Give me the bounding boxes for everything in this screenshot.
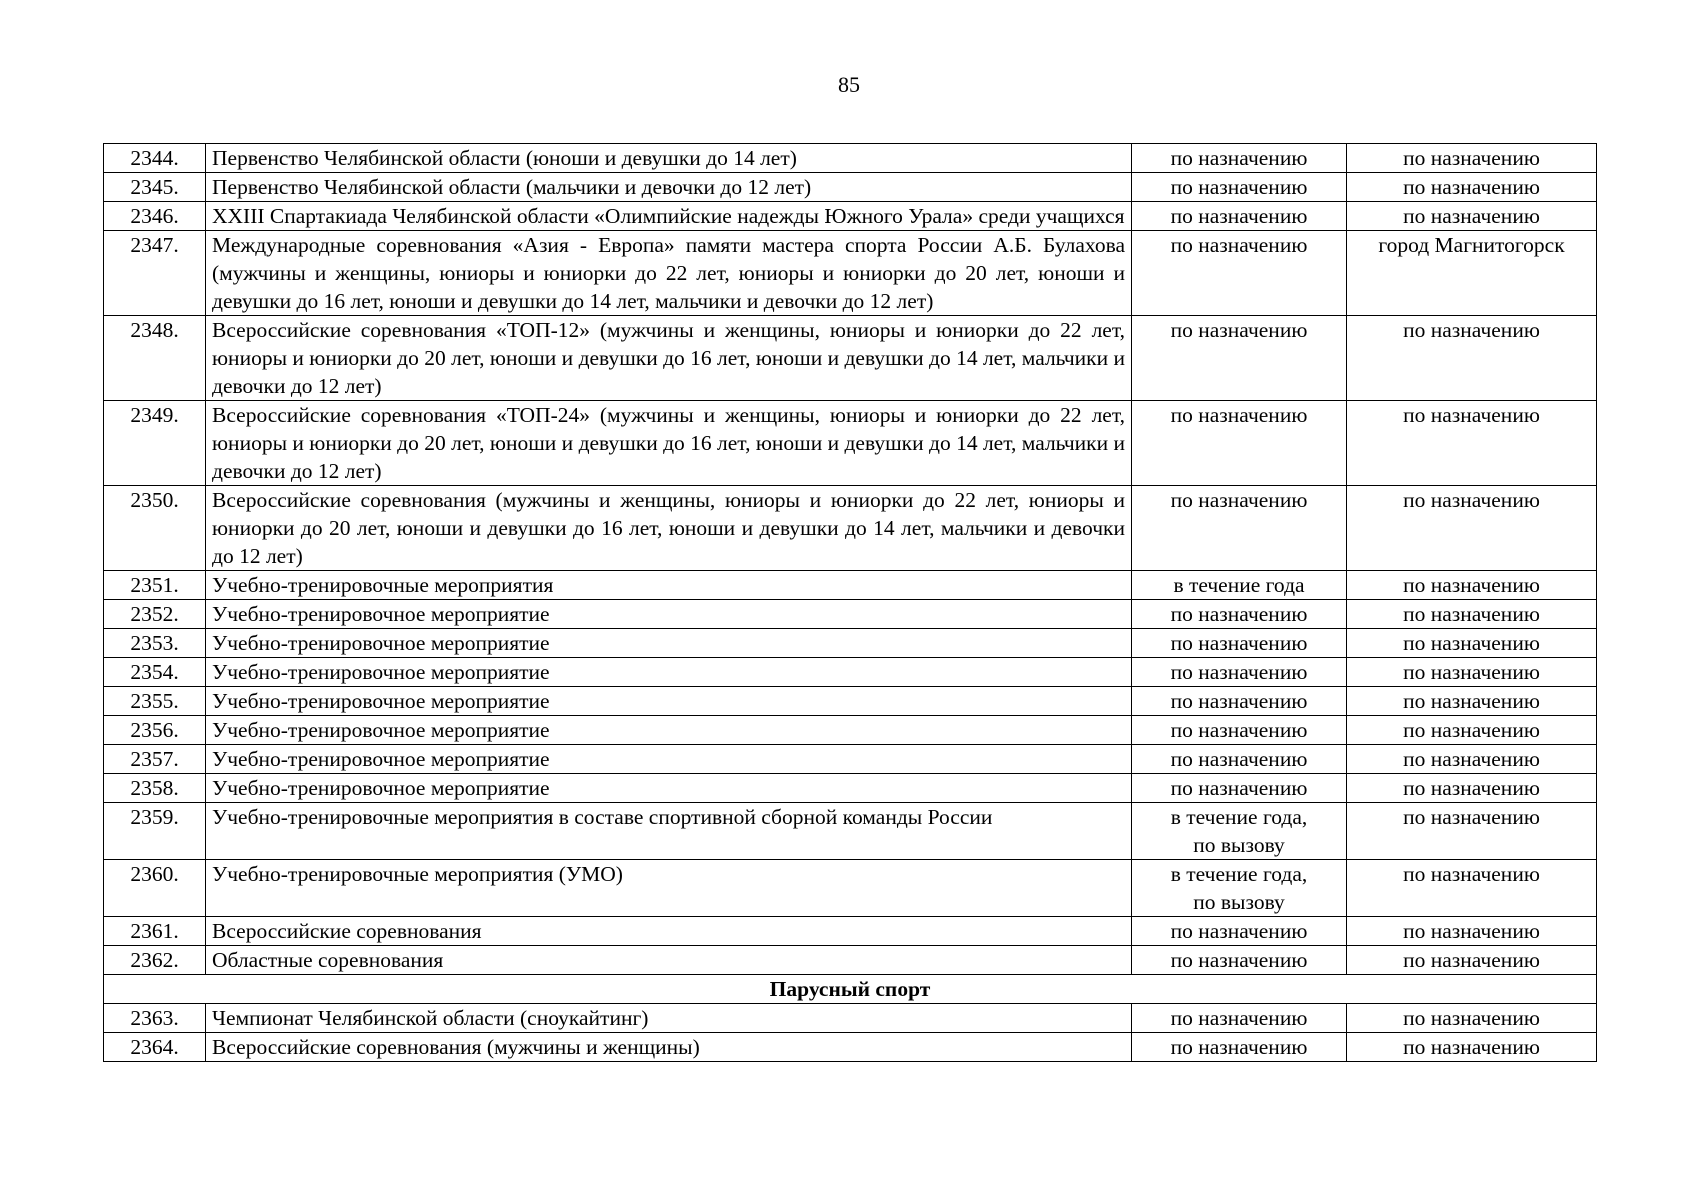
row-number: 2364. [104,1033,206,1062]
event-place: по назначению [1347,1004,1597,1033]
row-number: 2359. [104,803,206,860]
event-name: Учебно-тренировочное мероприятие [206,600,1132,629]
row-number: 2345. [104,173,206,202]
event-date: по назначению [1132,774,1347,803]
row-number: 2354. [104,658,206,687]
row-number: 2349. [104,401,206,486]
event-place: по назначению [1347,1033,1597,1062]
event-date: по назначению [1132,629,1347,658]
event-date: в течение года, по вызову [1132,803,1347,860]
event-date: в течение года, по вызову [1132,860,1347,917]
event-place: по назначению [1347,600,1597,629]
row-number: 2360. [104,860,206,917]
row-number: 2356. [104,716,206,745]
table-row [104,745,1597,774]
event-name: Всероссийские соревнования «ТОП-24» (мужчины и женщины, юниоры и юниорки до 22 лет, юниоры и юниорки до 20 лет, юноши и девушки до 16 лет, юноши и девушки до 14 лет, мальчики и девочки до 12 лет) [206,401,1132,486]
event-name: Всероссийские соревнования «ТОП-12» (мужчины и женщины, юниоры и юниорки до 22 лет, юниоры и юниорки до 20 лет, юноши и девушки до 16 лет, юноши и девушки до 14 лет, мальчики и девочки до 12 лет) [206,316,1132,401]
row-number: 2346. [104,202,206,231]
event-place: по назначению [1347,144,1597,173]
event-date: по назначению [1132,917,1347,946]
table-row [104,716,1597,745]
event-place: по назначению [1347,173,1597,202]
event-date: по назначению [1132,600,1347,629]
table-row [104,600,1597,629]
table-row [104,316,1597,401]
event-place: по назначению [1347,774,1597,803]
table-row [104,658,1597,687]
event-place: по назначению [1347,202,1597,231]
event-name: Учебно-тренировочное мероприятие [206,629,1132,658]
event-place: по назначению [1347,658,1597,687]
table-row [104,687,1597,716]
row-number: 2355. [104,687,206,716]
table-row [104,401,1597,486]
event-date: по назначению [1132,316,1347,401]
event-place: по назначению [1347,745,1597,774]
section-header-row [104,975,1597,1004]
event-place: по назначению [1347,486,1597,571]
event-date: по назначению [1132,231,1347,316]
event-place: по назначению [1347,401,1597,486]
event-date: по назначению [1132,658,1347,687]
event-place: город Магнитогорск [1347,231,1597,316]
events-table [103,143,1597,1062]
table-row [104,917,1597,946]
table-row [104,231,1597,316]
event-place: по назначению [1347,917,1597,946]
event-name: Учебно-тренировочные мероприятия (УМО) [206,860,1132,917]
event-date: по назначению [1132,401,1347,486]
event-date: по назначению [1132,202,1347,231]
event-name: Первенство Челябинской области (юноши и девушки до 14 лет) [206,144,1132,173]
event-date: по назначению [1132,745,1347,774]
event-name: Всероссийские соревнования (мужчины и женщины, юниоры и юниорки до 22 лет, юниоры и юниорки до 20 лет, юноши и девушки до 16 лет, юноши и девушки до 14 лет, мальчики и девочки до 12 лет) [206,486,1132,571]
event-place: по назначению [1347,629,1597,658]
event-place: по назначению [1347,860,1597,917]
event-place: по назначению [1347,716,1597,745]
row-number: 2357. [104,745,206,774]
row-number: 2363. [104,1004,206,1033]
table-row [104,202,1597,231]
event-name: Всероссийские соревнования [206,917,1132,946]
event-name: Областные соревнования [206,946,1132,975]
row-number: 2344. [104,144,206,173]
row-number: 2362. [104,946,206,975]
event-date: по назначению [1132,144,1347,173]
event-date: по назначению [1132,946,1347,975]
table-row [104,946,1597,975]
event-name: Чемпионат Челябинской области (сноукайтинг) [206,1004,1132,1033]
event-name: Международные соревнования «Азия - Европа» памяти мастера спорта России А.Б. Булахова (мужчины и женщины, юниоры и юниорки до 22 лет, юниоры и юниорки до 20 лет, юноши и девушки до 16 лет, юноши и девушки до 14 лет, мальчики и девочки до 12 лет) [206,231,1132,316]
event-date: по назначению [1132,687,1347,716]
table-row [104,774,1597,803]
table-row [104,860,1597,917]
table-row [104,571,1597,600]
event-name: Учебно-тренировочное мероприятие [206,716,1132,745]
event-place: по назначению [1347,316,1597,401]
event-name: Учебно-тренировочное мероприятие [206,774,1132,803]
row-number: 2352. [104,600,206,629]
event-name: Учебно-тренировочные мероприятия [206,571,1132,600]
row-number: 2358. [104,774,206,803]
event-name: Учебно-тренировочное мероприятие [206,745,1132,774]
event-name: Учебно-тренировочные мероприятия в составе спортивной сборной команды России [206,803,1132,860]
table-row [104,629,1597,658]
table-row [104,1033,1597,1062]
row-number: 2353. [104,629,206,658]
row-number: 2347. [104,231,206,316]
row-number: 2361. [104,917,206,946]
event-name: Первенство Челябинской области (мальчики и девочки до 12 лет) [206,173,1132,202]
event-date: в течение года [1132,571,1347,600]
event-place: по назначению [1347,571,1597,600]
event-name: Учебно-тренировочное мероприятие [206,658,1132,687]
table-row [104,144,1597,173]
table-row [104,486,1597,571]
section-title: Парусный спорт [104,975,1597,1004]
event-place: по назначению [1347,803,1597,860]
event-date: по назначению [1132,1033,1347,1062]
table-row [104,803,1597,860]
event-name: XXIII Спартакиада Челябинской области «Олимпийские надежды Южного Урала» среди учащихся [206,202,1132,231]
event-name: Учебно-тренировочное мероприятие [206,687,1132,716]
event-date: по назначению [1132,173,1347,202]
event-date: по назначению [1132,1004,1347,1033]
event-name: Всероссийские соревнования (мужчины и женщины) [206,1033,1132,1062]
table-row [104,173,1597,202]
row-number: 2351. [104,571,206,600]
table-row [104,1004,1597,1033]
event-date: по назначению [1132,716,1347,745]
event-place: по назначению [1347,946,1597,975]
row-number: 2350. [104,486,206,571]
event-place: по назначению [1347,687,1597,716]
event-date: по назначению [1132,486,1347,571]
events-table-body [104,144,1597,1062]
page-number: 85 [838,72,860,97]
row-number: 2348. [104,316,206,401]
